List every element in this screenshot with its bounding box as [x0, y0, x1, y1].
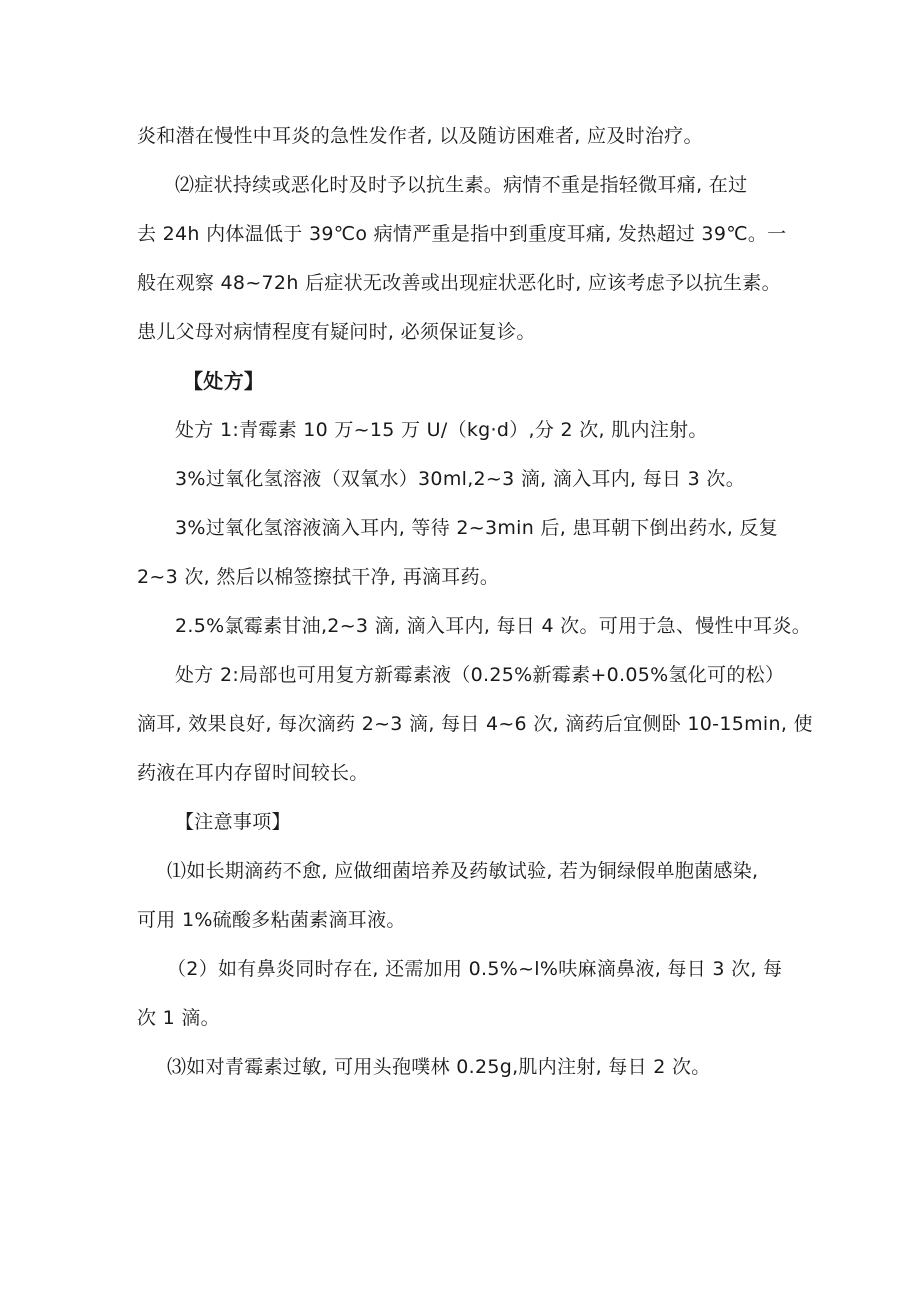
document-body — [137, 112, 813, 1092]
paragraph-line: 滴耳, 效果良好, 每次滴药 2~3 滴, 每日 4~6 次, 滴药后宜侧卧 10-15min, 使 — [137, 713, 813, 735]
paragraph-line: 处方 2:局部也可用复方新霉素液（0.25%新霉素+0.05%氢化可的松） — [175, 664, 785, 686]
section-heading-precautions: 【注意事项】 — [175, 811, 291, 833]
paragraph-line: 患儿父母对病情程度有疑问时, 必须保证复诊。 — [137, 321, 536, 343]
paragraph-line: （2）如有鼻炎同时存在, 还需加用 0.5%~l%呋麻滴鼻液, 每日 3 次, 每 — [167, 958, 783, 980]
paragraph-line: 处方 1:青霉素 10 万~15 万 U/（kg·d）,分 2 次, 肌内注射。 — [175, 419, 708, 441]
paragraph-line: 去 24h 内体温低于 39℃o 病情严重是指中到重度耳痛, 发热超过 39℃。一 — [137, 223, 787, 245]
paragraph-line: 炎和潜在慢性中耳炎的急性发作者, 以及随访困难者, 应及时治疗。 — [137, 125, 703, 147]
paragraph-line: 3%过氧化氢溶液（双氧水）30ml,2~3 滴, 滴入耳内, 每日 3 次。 — [175, 468, 746, 490]
paragraph-line: ⑶如对青霉素过敏, 可用头孢噗林 0.25g,肌内注射, 每日 2 次。 — [167, 1056, 711, 1078]
paragraph-line: 药液在耳内存留时间较长。 — [137, 762, 369, 784]
paragraph-line: 2~3 次, 然后以棉签擦拭干净, 再滴耳药。 — [137, 566, 500, 588]
paragraph-line: ⑵症状持续或恶化时及时予以抗生素。病情不重是指轻微耳痛, 在过 — [175, 174, 748, 196]
paragraph-line: 2.5%氯霉素甘油,2~3 滴, 滴入耳内, 每日 4 次。可用于急、慢性中耳炎。 — [175, 615, 812, 637]
paragraph-line: 般在观察 48~72h 后症状无改善或出现症状恶化时, 应该考虑予以抗生素。 — [137, 272, 781, 294]
paragraph-line: ⑴如长期滴药不愈, 应做细菌培养及药敏试验, 若为铜绿假单胞菌感染, — [167, 860, 759, 882]
section-heading-prescription: 【处方】 — [183, 369, 265, 393]
paragraph-line: 3%过氧化氢溶液滴入耳内, 等待 2~3min 后, 患耳朝下倒出药水, 反复 — [175, 517, 779, 539]
paragraph-line: 可用 1%硫酸多粘菌素滴耳液。 — [137, 909, 406, 931]
paragraph-line: 次 1 滴。 — [137, 1007, 220, 1029]
